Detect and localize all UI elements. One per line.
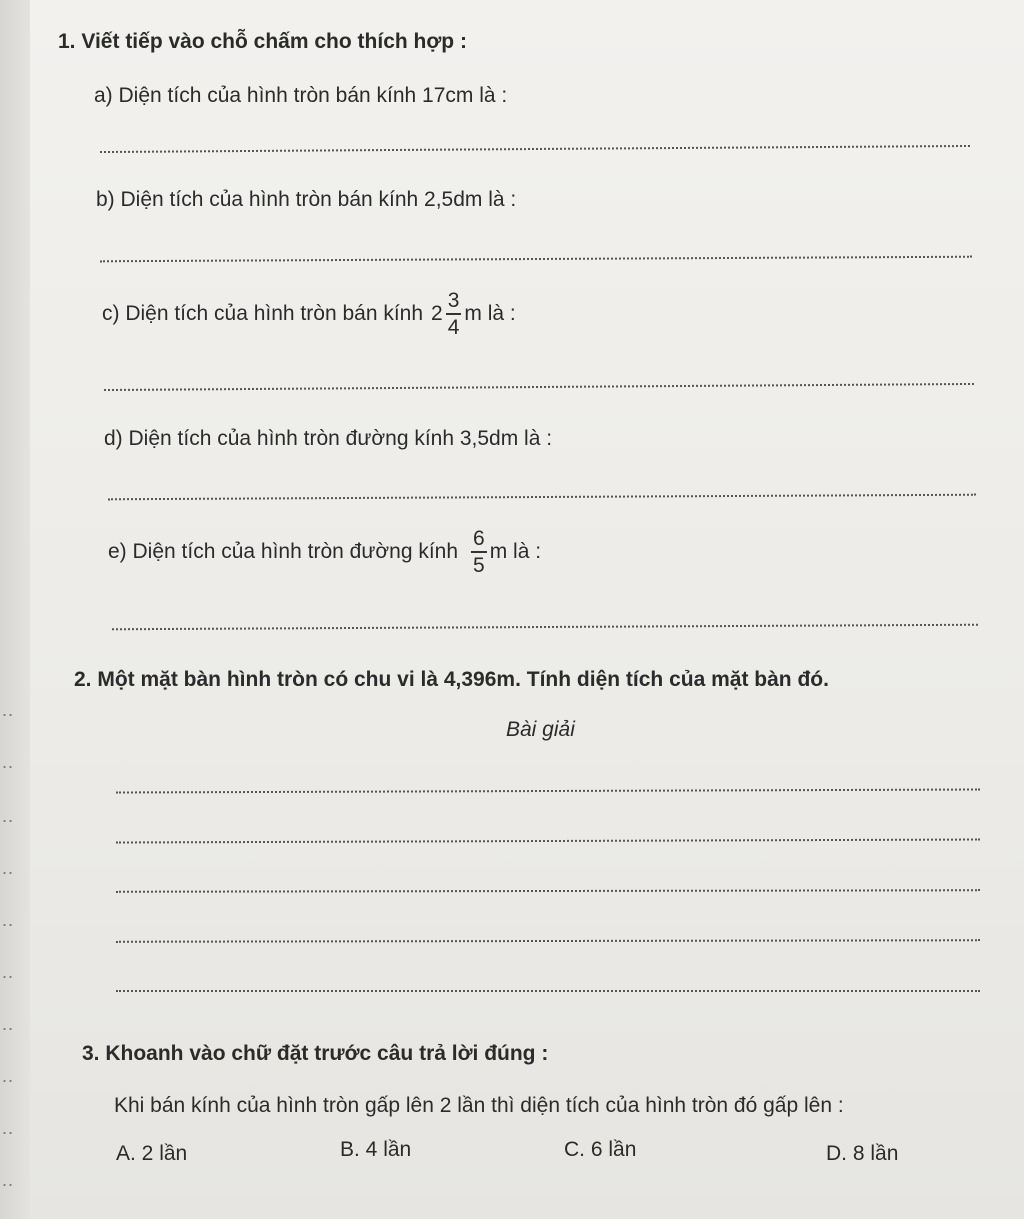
margin-mark: .. [2, 700, 15, 720]
margin-mark: .. [2, 1118, 15, 1138]
margin-mark: .. [2, 1170, 15, 1190]
fraction-1e [471, 528, 487, 576]
question-1e-prefix: e) Diện tích của hình tròn đường kính [108, 540, 459, 563]
fraction-1c-numerator: 3 [446, 290, 462, 315]
margin-mark: .. [2, 1066, 15, 1086]
margin-mark: .. [2, 1014, 15, 1034]
margin-mark: .. [2, 858, 15, 878]
option-a[interactable]: A. 2 lần [116, 1142, 188, 1165]
margin-mark: .. [2, 806, 15, 826]
question-1c [102, 290, 516, 338]
option-c[interactable]: C. 6 lần [564, 1138, 637, 1161]
option-d[interactable]: D. 8 lần [826, 1142, 899, 1165]
question-1a: a) Diện tích của hình tròn bán kính 17cm là : [94, 84, 508, 107]
question-3-text: Khi bán kính của hình tròn gấp lên 2 lần thì diện tích của hình tròn đó gấp lên : [114, 1094, 844, 1117]
solution-line[interactable] [116, 990, 980, 992]
question-1c-whole: 2 [431, 302, 443, 325]
question-1-title: 1. Viết tiếp vào chỗ chấm cho thích hợp : [58, 30, 467, 53]
question-1b: b) Diện tích của hình tròn bán kính 2,5dm là : [96, 188, 517, 211]
fraction-1e-denominator: 5 [473, 554, 485, 577]
page-edge [0, 0, 30, 1219]
fraction-1c-denominator: 4 [447, 316, 460, 339]
question-1c-prefix: c) Diện tích của hình tròn bán kính [102, 302, 424, 325]
fraction-1e-numerator: 6 [471, 528, 487, 553]
option-b[interactable]: B. 4 lần [340, 1138, 412, 1161]
question-1e [108, 528, 541, 576]
worksheet-page [30, 0, 1024, 1219]
question-1e-suffix: m là : [489, 540, 542, 563]
margin-mark: .. [2, 752, 15, 772]
question-1d: d) Diện tích của hình tròn đường kính 3,5dm là : [104, 427, 553, 450]
question-1c-suffix: m là : [464, 302, 516, 325]
fraction-1c [446, 290, 462, 338]
solution-label: Bài giải [506, 718, 575, 741]
margin-mark: .. [2, 962, 15, 982]
margin-mark: .. [2, 910, 15, 930]
question-2-title: 2. Một mặt bàn hình tròn có chu vi là 4,396m. Tính diện tích của mặt bàn đó. [74, 668, 829, 691]
question-3-title: 3. Khoanh vào chữ đặt trước câu trả lời đúng : [82, 1042, 549, 1065]
